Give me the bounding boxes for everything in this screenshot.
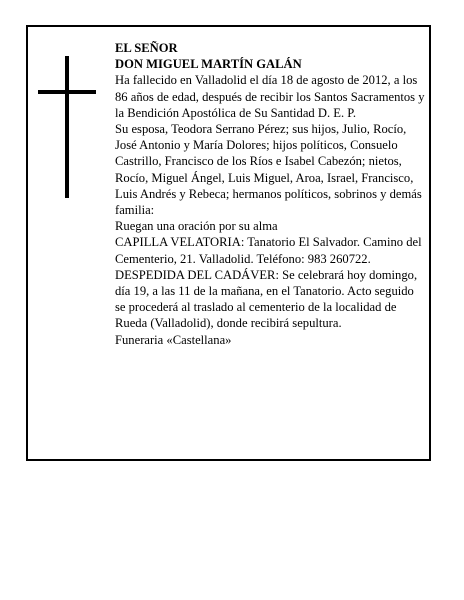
prayer-request: Ruegan una oración por su alma bbox=[115, 219, 278, 234]
death-announcement: Ha fallecido en Valladolid el día 18 de agosto de 2012, a los 86 años de edad, después de recibir los Santos Sacramentos y la Bendición Apostólica de Su Santidad D. E. P. bbox=[115, 73, 425, 120]
obituary-notice bbox=[26, 25, 431, 461]
cross-icon bbox=[38, 56, 96, 198]
funeral-info: DESPEDIDA DEL CADÁVER: Se celebrará hoy domingo, día 19, a las 11 de la mañana, en el Tanatorio. Acto seguido se procederá al traslado al cementerio de la localidad de Rueda (Valladolid), donde recibirá sepultura. bbox=[115, 267, 418, 331]
notice-body bbox=[115, 40, 425, 348]
chapel-info: CAPILLA VELATORIA: Tanatorio El Salvador. Camino del Cementerio, 21. Valladolid. Teléfono: 983 260722. bbox=[115, 235, 422, 266]
cross-vertical-bar bbox=[65, 56, 69, 198]
notice-heading: EL SEÑOR bbox=[115, 41, 178, 55]
cross-horizontal-bar bbox=[38, 90, 96, 94]
deceased-name: DON MIGUEL MARTÍN GALÁN bbox=[115, 57, 302, 72]
funeral-home: Funeraria «Castellana» bbox=[115, 332, 232, 347]
family-list: Su esposa, Teodora Serrano Pérez; sus hijos, Julio, Rocío, José Antonio y María Dolores; hijos políticos, Consuelo Castrillo, Francisco de los Ríos e Isabel Cabezón; nietos, Rocío, Miguel Ángel, Luis Miguel, Aroa, Israel, Francisco, Luis Andrés y Rebeca; hermanos políticos, sobrinos y demás familia: bbox=[115, 122, 422, 218]
